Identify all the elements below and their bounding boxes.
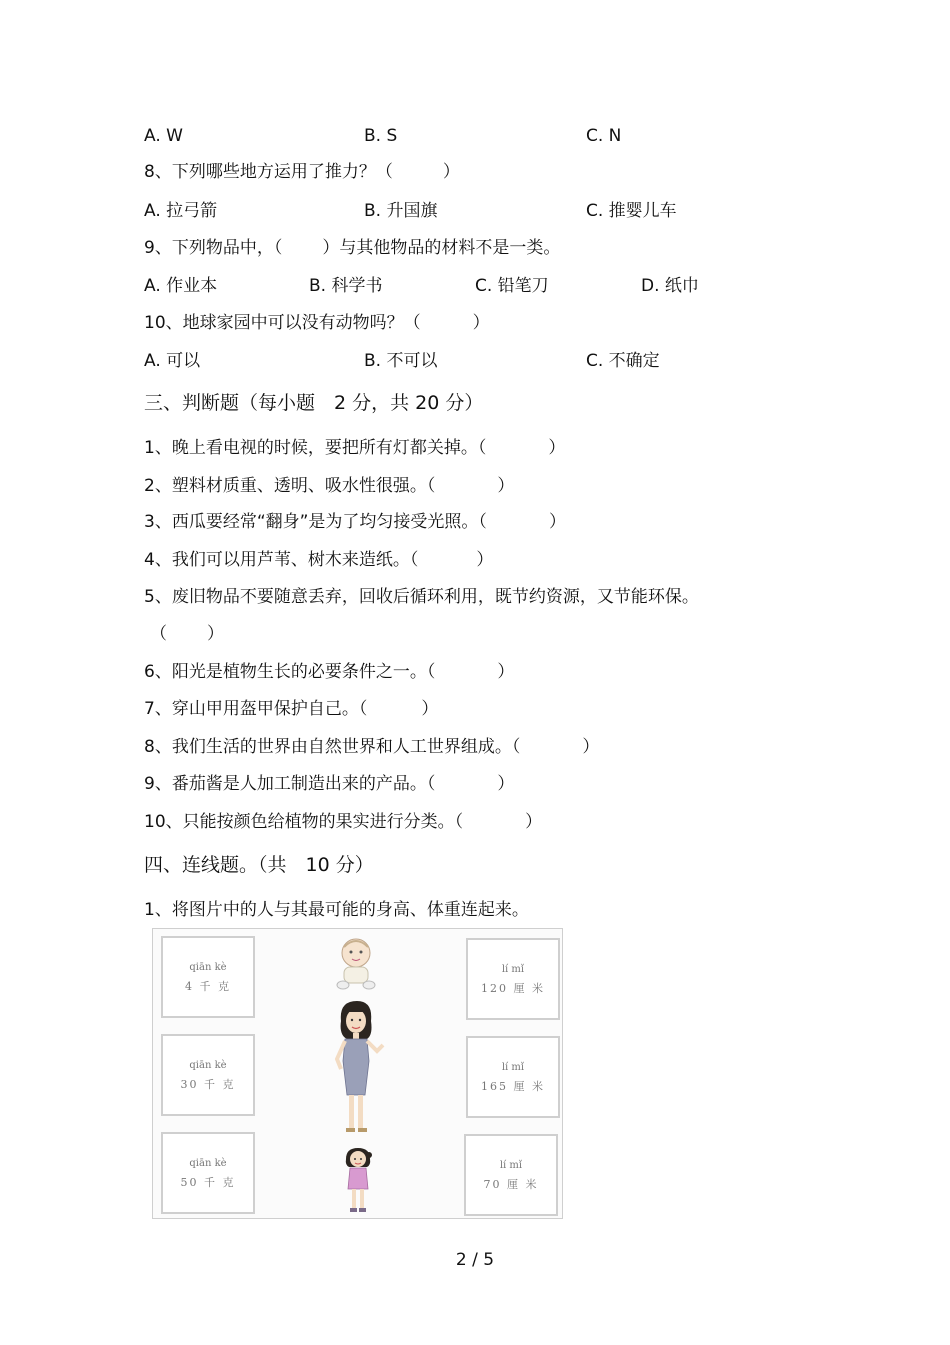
q8-option-a: A. 拉弓箭 [144,201,218,221]
q8-option-b: B. 升国旗 [364,201,438,221]
section-4-question-1: 1、将图片中的人与其最可能的身高、体重连起来。 [144,900,529,920]
judge-item-3: 3、西瓜要经常“翻身”是为了均匀接受光照。（ ） [144,512,566,532]
judge-item-1: 1、晚上看电视的时候，要把所有灯都关掉。（ ） [144,438,566,458]
q8-option-c: C. 推婴儿车 [586,201,677,221]
judge-item-10: 10、只能按颜色给植物的果实进行分类。（ ） [144,812,543,832]
question-8-text: 8、下列哪些地方运用了推力？（ [144,162,393,182]
judge-item-2: 2、塑料材质重、透明、吸水性很强。（ ） [144,476,515,496]
q10-option-a: A. 可以 [144,351,201,371]
height-box-120cm: lí mǐ 120 厘 米 [466,938,560,1020]
baby-illustration [331,935,381,995]
q7-option-a: A. W [144,126,183,146]
question-9-text: 9、下列物品中，（ [144,238,283,258]
q7-option-b: B. S [364,126,398,146]
q9-option-d: D. 纸巾 [641,276,699,296]
question-8 [144,161,460,183]
q9-option-b: B. 科学书 [309,276,383,296]
weight-box-50kg: qiān kè 50 千 克 [161,1132,255,1214]
question-9-rest: ）与其他物品的材料不是一类。 [322,238,561,258]
q10-option-b: B. 不可以 [364,351,438,371]
q7-option-c: C. N [586,126,622,146]
weight-box-4kg: qiān kè 4 千 克 [161,936,255,1018]
height-box-70cm: lí mǐ 70 厘 米 [464,1134,558,1216]
judge-item-4: 4、我们可以用芦苇、树木来造纸。（ ） [144,550,494,570]
question-10 [144,312,490,334]
q9-option-a: A. 作业本 [144,276,218,296]
question-10-close: ） [472,313,490,333]
judge-item-7: 7、穿山甲用盔甲保护自己。（ ） [144,699,439,719]
q9-option-c: C. 铅笔刀 [475,276,549,296]
weight-box-30kg: qiān kè 30 千 克 [161,1034,255,1116]
question-8-close: ） [442,162,460,182]
judge-item-6: 6、阳光是植物生长的必要条件之一。（ ） [144,662,515,682]
q10-option-c: C. 不确定 [586,351,660,371]
judge-item-9: 9、番茄酱是人加工制造出来的产品。（ ） [144,774,515,794]
matching-figure [152,928,563,1219]
question-9 [144,237,560,259]
judge-item-5: 5、废旧物品不要随意丢弃，回收后循环利用，既节约资源，又节能环保。 [144,587,699,607]
page-number: 2 / 5 [455,1250,495,1270]
question-10-text: 10、地球家园中可以没有动物吗？（ [144,313,421,333]
height-box-165cm: lí mǐ 165 厘 米 [466,1036,560,1118]
judge-item-5-blank: （ ） [150,624,224,644]
section-4-title: 四、连线题。（共 10 分） [144,854,374,876]
judge-item-8: 8、我们生活的世界由自然世界和人工世界组成。（ ） [144,737,600,757]
woman-illustration [329,999,389,1135]
girl-illustration [341,1147,375,1215]
section-3-title: 三、判断题（每小题 2 分，共 20 分） [144,392,484,414]
